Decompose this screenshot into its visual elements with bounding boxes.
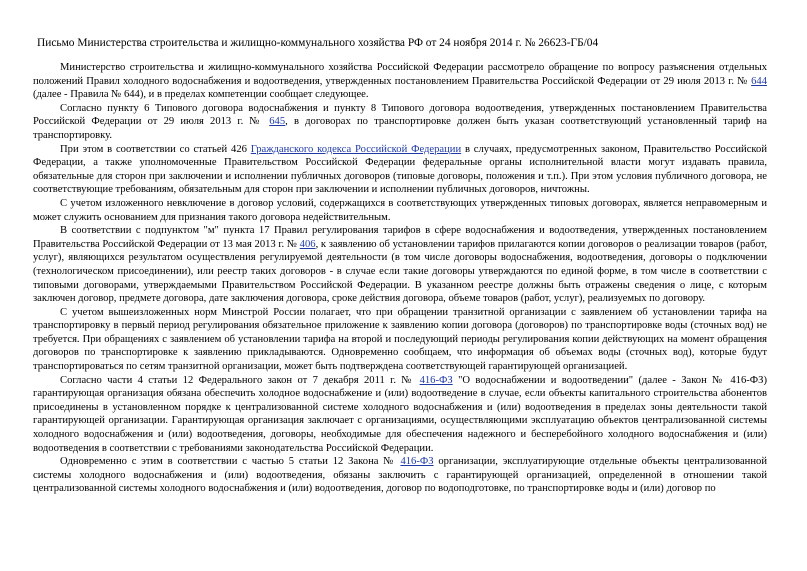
paragraph-text: С учетом изложенного невключение в договор условий, содержащихся в соответствующих утвержденных типовых договорах, является неправомерным и может служить основанием для признания такого договора недействительным. — [33, 197, 767, 223]
paragraph-text: (далее - Правила № 644), и в пределах компетенции сообщает следующее. — [33, 89, 369, 101]
paragraph-text: Министерство строительства и жилищно-коммунального хозяйства Российской Федерации рассмотрело обращение по вопросу разъяснения отдельных положений Правил холодного водоснабжения и водоотведения, утвержденных постановлением Правительства Российской Федерации от 29 июля 2013 г. № — [33, 62, 767, 87]
document-paragraph — [33, 224, 767, 306]
document-paragraph — [33, 143, 767, 197]
paragraph-text: , в договорах по транспортировке должен быть указан соответствующий установленный тариф на транспортировку. — [33, 116, 767, 141]
paragraph-text: При этом в соответствии со статьей 426 — [60, 143, 251, 155]
document-paragraph — [33, 455, 767, 496]
document-paragraph — [33, 197, 767, 224]
document-paragraph — [33, 61, 767, 102]
paragraph-text: С учетом вышеизложенных норм Минстрой России полагает, что при обращении транзитной организации с заявлением об установлении тарифа на транспортировку в первый период регулирования обязательное приложение к заявлению копии договора (договоров) по транспортировке воды (сточных вод) не требуется. При обращениях с заявлением об установлении тарифа на второй и последующий периоды регулирования копии действующих на момент обращения договоров по транспортировке к заявлению прикладываются. Одновременно сообщаем, что информация об объемах воды (сточных вод), которые будут транспортироваться по сетям транзитной организации, может быть подтверждена соответствующей гарантирующей организацией. — [33, 306, 767, 373]
paragraph-text: В соответствии с подпунктом "м" пункта 17 Правил регулирования тарифов в сфере водоснабжения и водоотведения, утвержденных постановлением Правительства Российской Федерации от 13 мая 2013 г. № — [33, 225, 767, 250]
paragraph-text: Одновременно с этим в соответствии с частью 5 статьи 12 Закона № — [60, 456, 401, 468]
document-reference-link[interactable]: 416-ФЗ — [400, 456, 434, 468]
document-paragraph — [33, 306, 767, 374]
document-reference-link[interactable]: Гражданского кодекса Российской Федерации — [250, 143, 462, 155]
paragraph-text: организации, эксплуатирующие отдельные объекты централизованной системы холодного водоснабжения и (или) водоотведения, обязаны заключить с гарантирующей организацией, определенной в отношении такой централизованной системы холодного водоснабжения и (или) водоотведения, договор по водоподготовке, по транспортировке воды и (или) договор по — [33, 456, 767, 495]
paragraph-text: Согласно пункту 6 Типового договора водоснабжения и пункту 8 Типового договора водоотведения, утвержденных постановлением Правительства Российской Федерации от 29 июля 2013 г. № — [33, 102, 767, 128]
document-reference-link[interactable]: 406 — [299, 238, 316, 250]
document-title: Письмо Министерства строительства и жилищно-коммунального хозяйства РФ от 24 ноября 2014 г. № 26623-ГБ/04 — [37, 37, 599, 49]
document-page — [33, 36, 767, 496]
document-paragraph — [33, 374, 767, 456]
paragraph-text: "О водоснабжении и водоотведении" (далее - Закон № 416-ФЗ) гарантирующая организация обязана обеспечить холодное водоснабжение и (или) водоотведение в случае, если объекты капитального строительства абонентов присоединены в установленном порядке к централизованной системе холодного водоснабжения и (или) водоотведения в пределах зоны деятельности такой гарантирующей организации. Гарантирующая организация заключает с организациями, осуществляющими эксплуатацию объектов централизованной системы холодного водоснабжения и (или) водоотведения, договоры, необходимые для обеспечения надежного и бесперебойного холодного водоснабжения и (или) водоотведения в соответствии с требованиями законодательства Российской Федерации. — [33, 374, 767, 454]
paragraph-text: Согласно части 4 статьи 12 Федерального закон от 7 декабря 2011 г. № — [60, 374, 420, 386]
document-reference-link[interactable]: 416-ФЗ — [419, 374, 453, 386]
document-paragraph — [33, 102, 767, 143]
document-reference-link[interactable]: 644 — [751, 75, 767, 87]
document-body — [33, 61, 767, 496]
paragraph-text: , к заявлению об установлении тарифов прилагаются копии договоров о реализации товаров (работ, услуг), являющихся результатом осуществления регулируемой деятельности (в том числе договоры водоснабжения, водоотведения, договоры о подключении (технологическом присоединении), или реестр таких договоров - в случае если такие договоры утверждаются по единой форме, в том числе в соответствии с типовыми договорами, утверждаемыми Правительством Российской Федерации. В указанном реестре должны быть отражены сведения о лице, с которым заключен договор, предмете договора, дате заключения договора, сроке действия договора, объеме товаров (работ, услуг), реализуемых по договору. — [33, 238, 768, 305]
paragraph-text: в случаях, предусмотренных законом, Правительство Российской Федерации, а также уполномоченные Правительством Российской Федерации федеральные органы исполнительной власти могут издавать правила, обязательные для сторон при заключении и исполнении публичных договоров (типовые договоры, положения и т.п.). При этом условия публичного договора, не соответствующие требованиям, обязательным для сторон при заключении и исполнении публичных договоров, ничтожны. — [33, 143, 767, 196]
document-reference-link[interactable]: 645 — [269, 116, 286, 128]
